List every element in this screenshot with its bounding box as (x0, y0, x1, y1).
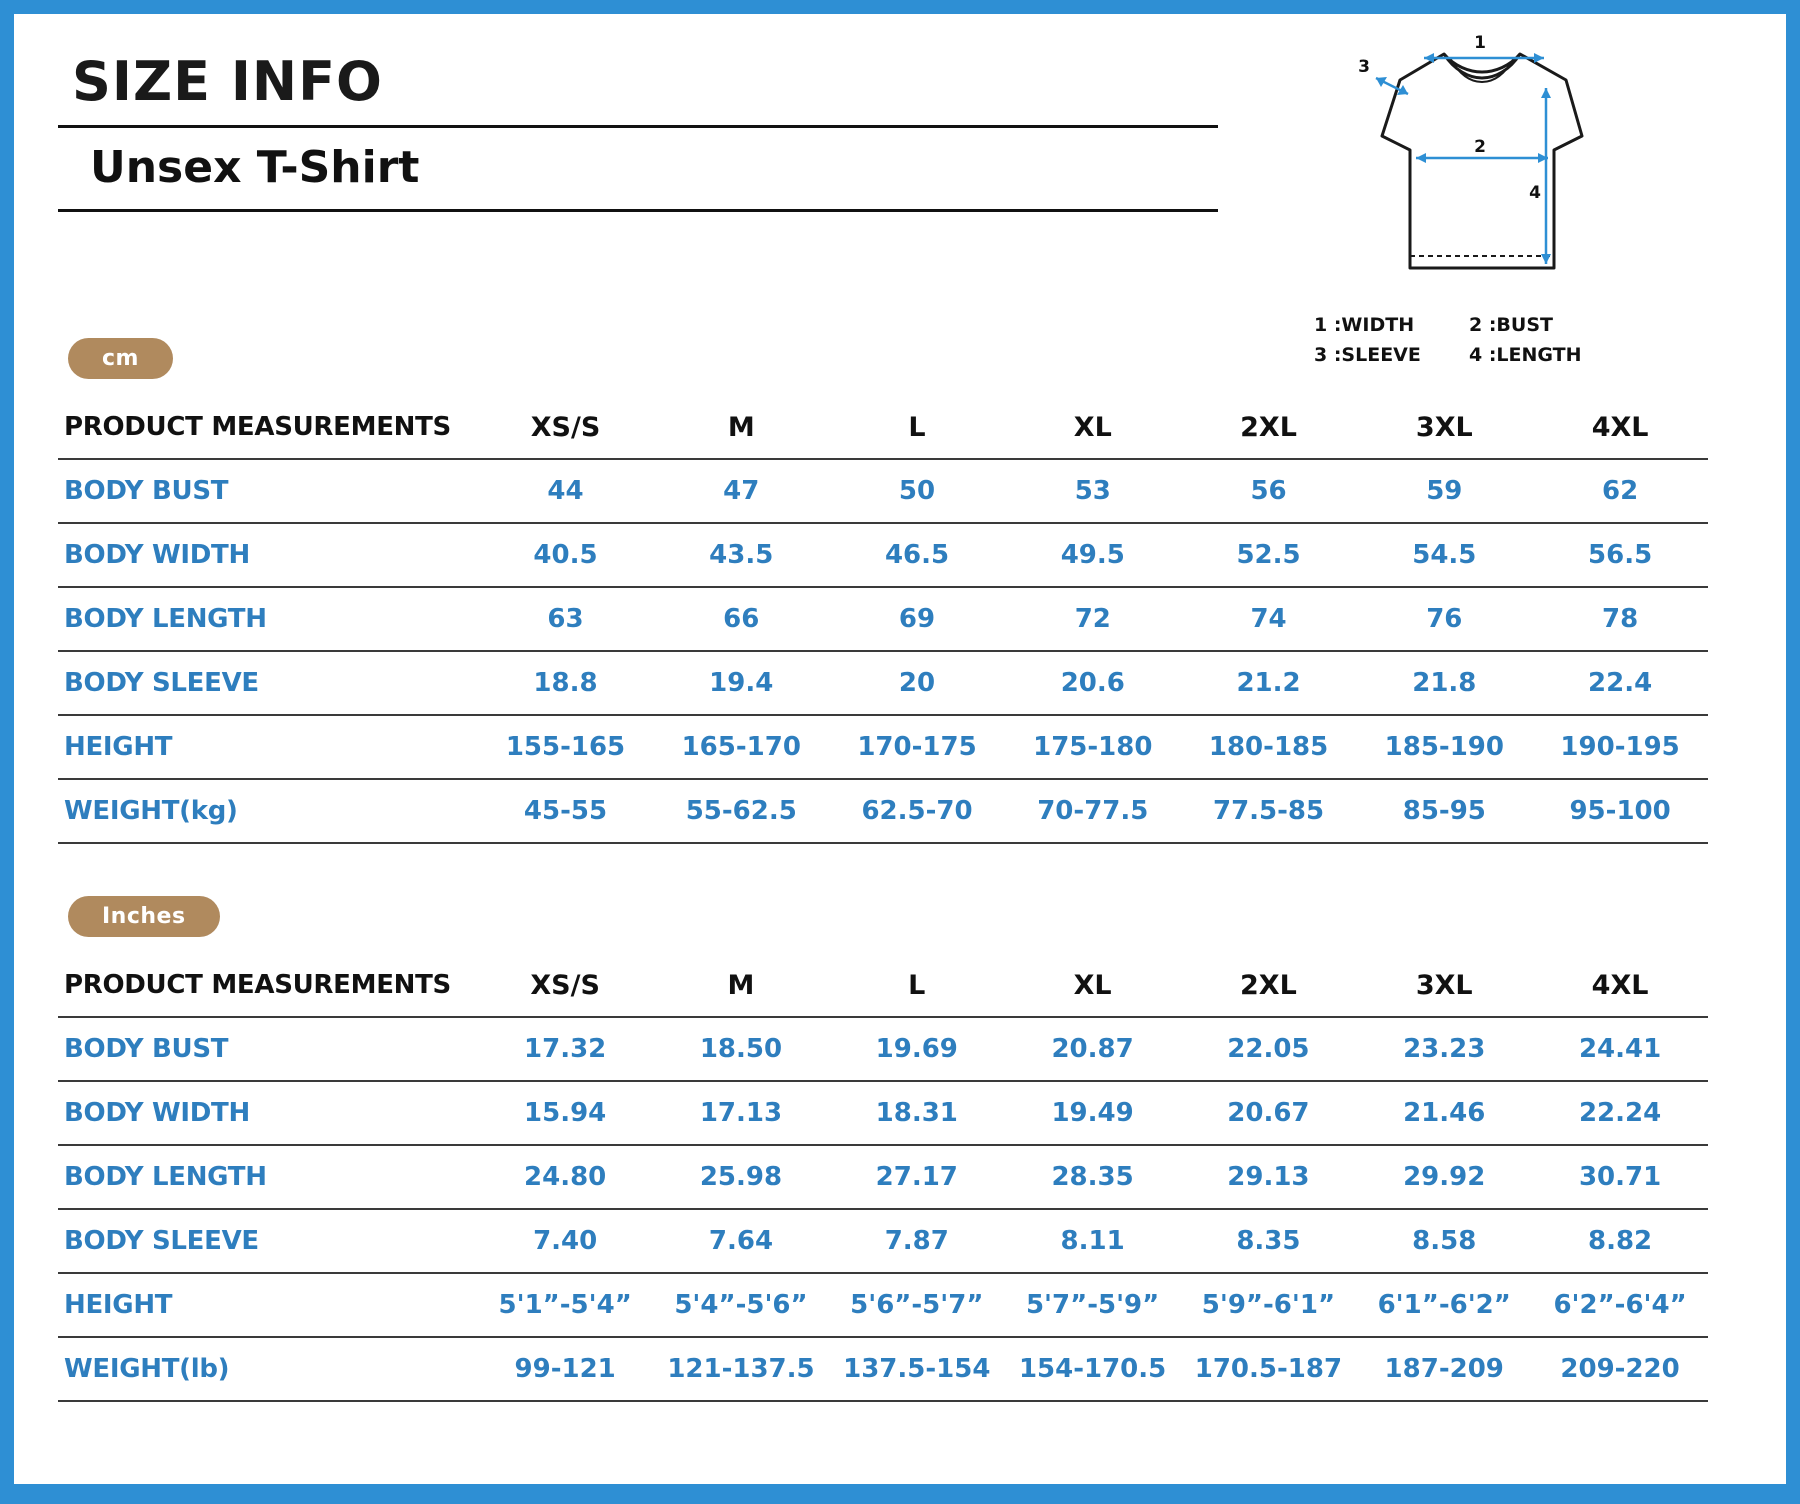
in-col-header-0: PRODUCT MEASUREMENTS (58, 954, 477, 1017)
table-row (58, 779, 1708, 843)
table-row (58, 1273, 1708, 1337)
table-row (58, 1081, 1708, 1145)
unit-badge-cm: cm (68, 338, 173, 379)
cm-cell-5-5: 85-95 (1356, 779, 1532, 843)
title-block (58, 50, 1218, 212)
in-cell-4-4: 5'9”-6'1” (1181, 1273, 1357, 1337)
table-header-row (58, 954, 1708, 1017)
cm-cell-5-3: 70-77.5 (1005, 779, 1181, 843)
in-row-label-0: BODY BUST (58, 1017, 477, 1081)
diagram-legend (1314, 314, 1644, 374)
cm-cell-0-2: 50 (829, 459, 1005, 523)
cm-cell-2-5: 76 (1356, 587, 1532, 651)
in-row-label-1: BODY WIDTH (58, 1081, 477, 1145)
in-cell-0-4: 22.05 (1181, 1017, 1357, 1081)
in-cell-2-0: 24.80 (477, 1145, 653, 1209)
cm-cell-4-5: 185-190 (1356, 715, 1532, 779)
in-cell-0-5: 23.23 (1356, 1017, 1532, 1081)
in-col-header-7: 4XL (1532, 954, 1708, 1017)
in-cell-1-0: 15.94 (477, 1081, 653, 1145)
in-cell-1-4: 20.67 (1181, 1081, 1357, 1145)
cm-cell-3-3: 20.6 (1005, 651, 1181, 715)
in-cell-0-6: 24.41 (1532, 1017, 1708, 1081)
cm-cell-1-1: 43.5 (653, 523, 829, 587)
cm-cell-1-3: 49.5 (1005, 523, 1181, 587)
in-col-header-4: XL (1005, 954, 1181, 1017)
in-col-header-3: L (829, 954, 1005, 1017)
in-row-label-3: BODY SLEEVE (58, 1209, 477, 1273)
in-cell-1-1: 17.13 (653, 1081, 829, 1145)
cm-cell-5-2: 62.5-70 (829, 779, 1005, 843)
title-divider-bottom (58, 209, 1218, 212)
cm-col-header-5: 2XL (1181, 396, 1357, 459)
legend-item-sleeve: 3 :SLEEVE (1314, 344, 1421, 366)
cm-row-label-4: HEIGHT (58, 715, 478, 779)
cm-cell-3-6: 22.4 (1532, 651, 1708, 715)
cm-cell-3-4: 21.2 (1181, 651, 1357, 715)
cm-cell-5-1: 55-62.5 (653, 779, 829, 843)
legend-item-bust: 2 :BUST (1469, 314, 1553, 336)
page-title: SIZE INFO (72, 50, 383, 113)
frame-border-left (0, 0, 14, 1504)
cm-col-header-7: 4XL (1532, 396, 1708, 459)
product-subtitle: Unsex T-Shirt (90, 142, 420, 193)
in-row-label-4: HEIGHT (58, 1273, 477, 1337)
cm-cell-0-6: 62 (1532, 459, 1708, 523)
cm-row-label-2: BODY LENGTH (58, 587, 478, 651)
cm-cell-1-6: 56.5 (1532, 523, 1708, 587)
cm-cell-1-0: 40.5 (478, 523, 654, 587)
in-col-header-5: 2XL (1181, 954, 1357, 1017)
table-row (58, 715, 1708, 779)
cm-cell-2-3: 72 (1005, 587, 1181, 651)
cm-row-label-3: BODY SLEEVE (58, 651, 478, 715)
frame-border-top (0, 0, 1800, 14)
in-cell-1-2: 18.31 (829, 1081, 1005, 1145)
inches-size-table (58, 954, 1708, 1402)
in-cell-3-3: 8.11 (1005, 1209, 1181, 1273)
table-row (58, 651, 1708, 715)
in-cell-3-4: 8.35 (1181, 1209, 1357, 1273)
cm-cell-0-3: 53 (1005, 459, 1181, 523)
table-row (58, 587, 1708, 651)
cm-cell-1-4: 52.5 (1181, 523, 1357, 587)
cm-cell-4-3: 175-180 (1005, 715, 1181, 779)
in-cell-3-5: 8.58 (1356, 1209, 1532, 1273)
table-row (58, 523, 1708, 587)
in-cell-3-0: 7.40 (477, 1209, 653, 1273)
in-col-header-2: M (653, 954, 829, 1017)
cm-cell-3-1: 19.4 (653, 651, 829, 715)
cm-col-header-2: M (653, 396, 829, 459)
in-cell-4-6: 6'2”-6'4” (1532, 1273, 1708, 1337)
cm-cell-2-4: 74 (1181, 587, 1357, 651)
cm-cell-2-0: 63 (478, 587, 654, 651)
unit-badge-inches: Inches (68, 896, 220, 937)
cm-cell-1-5: 54.5 (1356, 523, 1532, 587)
cm-cell-3-0: 18.8 (478, 651, 654, 715)
in-cell-1-3: 19.49 (1005, 1081, 1181, 1145)
unit-badge-inches-wrap (68, 896, 220, 937)
cm-col-header-0: PRODUCT MEASUREMENTS (58, 396, 478, 459)
in-cell-5-3: 154-170.5 (1005, 1337, 1181, 1401)
diagram-marker-2: 2 (1474, 137, 1486, 157)
cm-cell-5-4: 77.5-85 (1181, 779, 1357, 843)
cm-cell-5-0: 45-55 (478, 779, 654, 843)
cm-cell-5-6: 95-100 (1532, 779, 1708, 843)
in-cell-1-5: 21.46 (1356, 1081, 1532, 1145)
in-row-label-2: BODY LENGTH (58, 1145, 477, 1209)
table-row (58, 1209, 1708, 1273)
in-cell-0-3: 20.87 (1005, 1017, 1181, 1081)
cm-cell-2-6: 78 (1532, 587, 1708, 651)
in-cell-1-6: 22.24 (1532, 1081, 1708, 1145)
table-header-row (58, 396, 1708, 459)
cm-cell-2-1: 66 (653, 587, 829, 651)
cm-cell-2-2: 69 (829, 587, 1005, 651)
in-cell-5-1: 121-137.5 (653, 1337, 829, 1401)
cm-col-header-3: L (829, 396, 1005, 459)
tshirt-diagram (1304, 32, 1634, 307)
in-cell-4-2: 5'6”-5'7” (829, 1273, 1005, 1337)
in-cell-2-1: 25.98 (653, 1145, 829, 1209)
in-cell-0-0: 17.32 (477, 1017, 653, 1081)
in-cell-4-5: 6'1”-6'2” (1356, 1273, 1532, 1337)
unit-badge-cm-wrap (68, 338, 173, 379)
frame-border-bottom (0, 1484, 1800, 1504)
in-cell-2-6: 30.71 (1532, 1145, 1708, 1209)
diagram-marker-4: 4 (1529, 183, 1541, 203)
cm-cell-3-5: 21.8 (1356, 651, 1532, 715)
cm-col-header-4: XL (1005, 396, 1181, 459)
in-cell-3-6: 8.82 (1532, 1209, 1708, 1273)
in-cell-5-5: 187-209 (1356, 1337, 1532, 1401)
in-cell-4-3: 5'7”-5'9” (1005, 1273, 1181, 1337)
in-cell-2-5: 29.92 (1356, 1145, 1532, 1209)
frame-border-right (1786, 0, 1800, 1504)
cm-cell-0-5: 59 (1356, 459, 1532, 523)
cm-cell-0-1: 47 (653, 459, 829, 523)
legend-item-length: 4 :LENGTH (1469, 344, 1582, 366)
legend-item-width: 1 :WIDTH (1314, 314, 1415, 336)
table-row (58, 1337, 1708, 1401)
in-cell-5-4: 170.5-187 (1181, 1337, 1357, 1401)
in-cell-3-2: 7.87 (829, 1209, 1005, 1273)
cm-row-label-0: BODY BUST (58, 459, 478, 523)
table-row (58, 1017, 1708, 1081)
cm-cell-3-2: 20 (829, 651, 1005, 715)
cm-cell-1-2: 46.5 (829, 523, 1005, 587)
in-cell-5-0: 99-121 (477, 1337, 653, 1401)
cm-cell-0-0: 44 (478, 459, 654, 523)
in-cell-2-4: 29.13 (1181, 1145, 1357, 1209)
in-col-header-1: XS/S (477, 954, 653, 1017)
table-row (58, 1145, 1708, 1209)
cm-cell-4-2: 170-175 (829, 715, 1005, 779)
cm-cell-4-4: 180-185 (1181, 715, 1357, 779)
cm-cell-4-6: 190-195 (1532, 715, 1708, 779)
table-row (58, 459, 1708, 523)
in-col-header-6: 3XL (1356, 954, 1532, 1017)
in-cell-2-3: 28.35 (1005, 1145, 1181, 1209)
in-cell-0-1: 18.50 (653, 1017, 829, 1081)
title-divider-top (58, 125, 1218, 128)
in-cell-4-1: 5'4”-5'6” (653, 1273, 829, 1337)
in-cell-0-2: 19.69 (829, 1017, 1005, 1081)
cm-cell-0-4: 56 (1181, 459, 1357, 523)
cm-row-label-1: BODY WIDTH (58, 523, 478, 587)
in-row-label-5: WEIGHT(lb) (58, 1337, 477, 1401)
cm-size-table (58, 396, 1708, 844)
cm-col-header-1: XS/S (478, 396, 654, 459)
page-content (14, 14, 1786, 1484)
in-cell-3-1: 7.64 (653, 1209, 829, 1273)
in-cell-4-0: 5'1”-5'4” (477, 1273, 653, 1337)
in-cell-5-6: 209-220 (1532, 1337, 1708, 1401)
in-cell-5-2: 137.5-154 (829, 1337, 1005, 1401)
diagram-marker-1: 1 (1474, 33, 1486, 53)
diagram-marker-3: 3 (1358, 57, 1370, 77)
cm-row-label-5: WEIGHT(kg) (58, 779, 478, 843)
cm-cell-4-1: 165-170 (653, 715, 829, 779)
cm-col-header-6: 3XL (1356, 396, 1532, 459)
in-cell-2-2: 27.17 (829, 1145, 1005, 1209)
cm-cell-4-0: 155-165 (478, 715, 654, 779)
